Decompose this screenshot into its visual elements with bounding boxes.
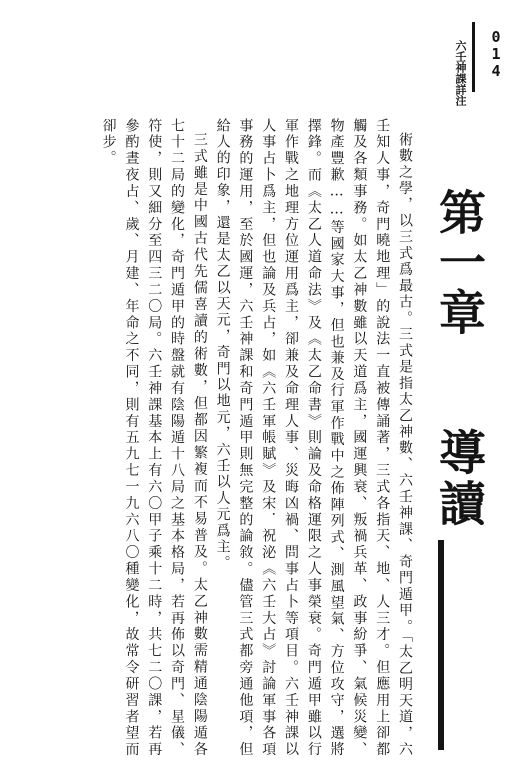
paragraph: 三式雖是中國古代先儒喜讀的術數，但都因繁複而不易普及。太乙神數需精通陰陽遁各七十二局的變化，奇門遁甲的時盤就有陰陽遁十八局之基本格局，若再佈以奇門、星儀、符使，則又細分至四三二〇局。六壬神課基本上有六〇甲子乘十二時，共七二〇課，若再參酌晝夜占、歲、月建、年命之不同，則有五九七一九六八〇種變化，故常令研習者望而卻步。 — [100, 118, 208, 758]
paragraph: 術數之學，以三式爲最古。三式是指太乙神數、六壬神課、奇門遁甲。「太乙明天道，六壬知人事，奇門曉地理」的說法一直被傳誦著，三式各指天、地、人三才。但應用上卻都觸及各類事務。如太乙神數雖以天道爲主，國運興衰、叛禍兵革、政事紛爭、氣候災變、物產豐歉……等國家大事，但也兼及行軍作戰中之佈陣列式、測風望氣、方位攻守，選將擇鋒。而《太乙人道命法》及《太乙命書》則論及命格運限之人事榮衰。奇門遁甲雖以行軍作戰之地理方位運用爲主，卻兼及命理人事、災晦凶禍、問事占卜等項目。六壬神課以人事占卜爲主，但也論及兵占，如《六壬軍帳賦》及宋．祝泌《六壬大占》討論軍事各項事務的運用，至於國運，六壬神課和奇門遁甲則無完整的論敘。儘管三式都旁通他項，但給人的印象，還是太乙以天元，奇門以地元，六壬以人元爲主。 — [214, 118, 413, 758]
heading-rule — [438, 540, 444, 750]
chapter-heading: 第一章 — [431, 188, 486, 338]
running-title: 六壬神課詳注 — [454, 40, 467, 106]
chapter-title: 導讀 — [431, 428, 486, 530]
header-rule — [472, 22, 475, 92]
body-text — [46, 118, 416, 758]
page-number: 014 — [487, 28, 505, 79]
